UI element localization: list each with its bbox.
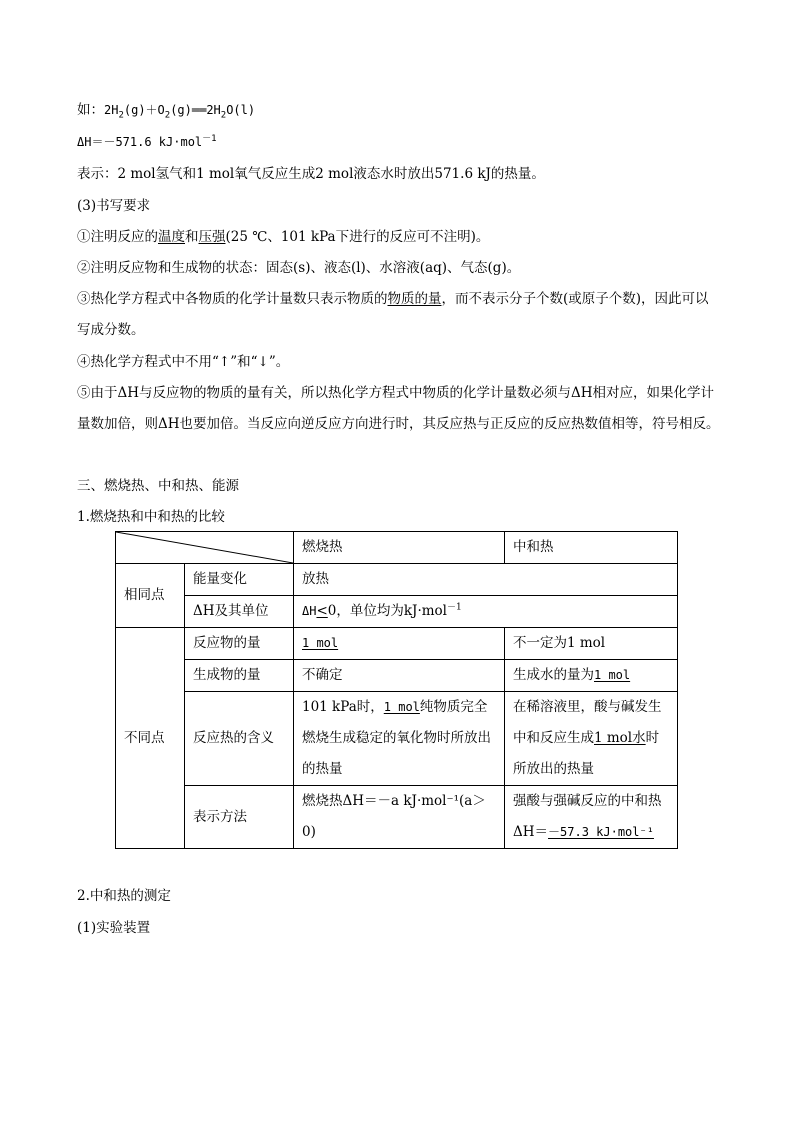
header-combustion-heat: 燃烧热 xyxy=(294,532,505,564)
requirement-1: ①注明反应的温度和压强(25 ℃、101 kPa下进行的反应可不注明)。 xyxy=(77,229,490,245)
example-label: 如： xyxy=(77,102,104,118)
example-meaning: 表示：2 mol氢气和1 mol氧气反应生成2 mol液态水时放出571.6 kJ的热量。 xyxy=(77,166,545,182)
requirement-5: ⑤由于ΔH与反应物的物质的量有关，所以热化学方程式中物质的化学计量数必须与ΔH相对应，如果化学计量数加倍，则ΔH也要加倍。当反应向逆反应方向进行时，其反应热与正反应的反应热数值相等，符号相反。 xyxy=(77,385,720,432)
section-heading: (3)书写要求 xyxy=(77,198,151,214)
comparison-table xyxy=(115,531,678,849)
row-label-product-amount: 生成物的量 xyxy=(185,660,294,692)
example-enthalpy: ΔH＝－571.6 kJ·mol$^{-1}$ xyxy=(77,134,217,149)
cell-reactant-combustion: 1 mol xyxy=(294,628,505,660)
cell-product-neutralization: 生成水的量为1 mol xyxy=(505,660,678,692)
example-equation xyxy=(77,100,255,120)
requirement-4: ④热化学方程式中不用“↑”和“↓”。 xyxy=(77,354,290,370)
cell-meaning-neutralization: 在稀溶液里，酸与碱发生中和反应生成1 mol水时所放出的热量 xyxy=(505,692,678,786)
row-label-reactant-amount: 反应物的量 xyxy=(185,628,294,660)
cell-reactant-neutralization: 不一定为1 mol xyxy=(505,628,678,660)
requirement-3: ③热化学方程式中各物质的化学计量数只表示物质的物质的量，而不表示分子个数(或原子个数)，因此可以写成分数。 xyxy=(77,291,709,338)
row-label-energy-change: 能量变化 xyxy=(185,564,294,596)
diff-points-label: 不同点 xyxy=(116,628,185,849)
cell-expression-neutralization: 强酸与强碱反应的中和热ΔH＝－57.3 kJ·mol⁻¹ xyxy=(505,786,678,849)
cell-product-combustion: 不确定 xyxy=(294,660,505,692)
equation-text: $2H_2(g)+O_2(g)══2H_2O(l)$ xyxy=(104,103,256,121)
cell-dh-unit: ΔH<0，单位均为kJ·mol$^{-1}$ xyxy=(294,596,678,628)
requirement-2: ②注明反应物和生成物的状态：固态(s)、液态(l)、水溶液(aq)、气态(g)。 xyxy=(77,260,521,276)
row-label-dh-unit: ΔH及其单位 xyxy=(185,596,294,628)
subsection2-heading: 2.中和热的测定 xyxy=(77,888,171,904)
apparatus-heading: (1)实验装置 xyxy=(77,920,151,936)
cell-energy-change: 放热 xyxy=(294,564,678,596)
cell-expression-combustion: 燃烧热ΔH＝－a kJ·mol⁻¹(a＞0) xyxy=(294,786,505,849)
diagonal-line xyxy=(116,532,293,563)
cell-meaning-combustion: 101 kPa时，1 mol纯物质完全燃烧生成稳定的氧化物时所放出的热量 xyxy=(294,692,505,786)
row-label-heat-meaning: 反应热的含义 xyxy=(185,692,294,786)
same-points-label: 相同点 xyxy=(116,564,185,628)
subsection-heading: 1.燃烧热和中和热的比较 xyxy=(77,509,225,525)
part-heading: 三、燃烧热、中和热、能源 xyxy=(77,478,239,494)
row-label-expression: 表示方法 xyxy=(185,786,294,849)
table-corner-cell xyxy=(116,532,294,564)
header-neutralization-heat: 中和热 xyxy=(505,532,678,564)
